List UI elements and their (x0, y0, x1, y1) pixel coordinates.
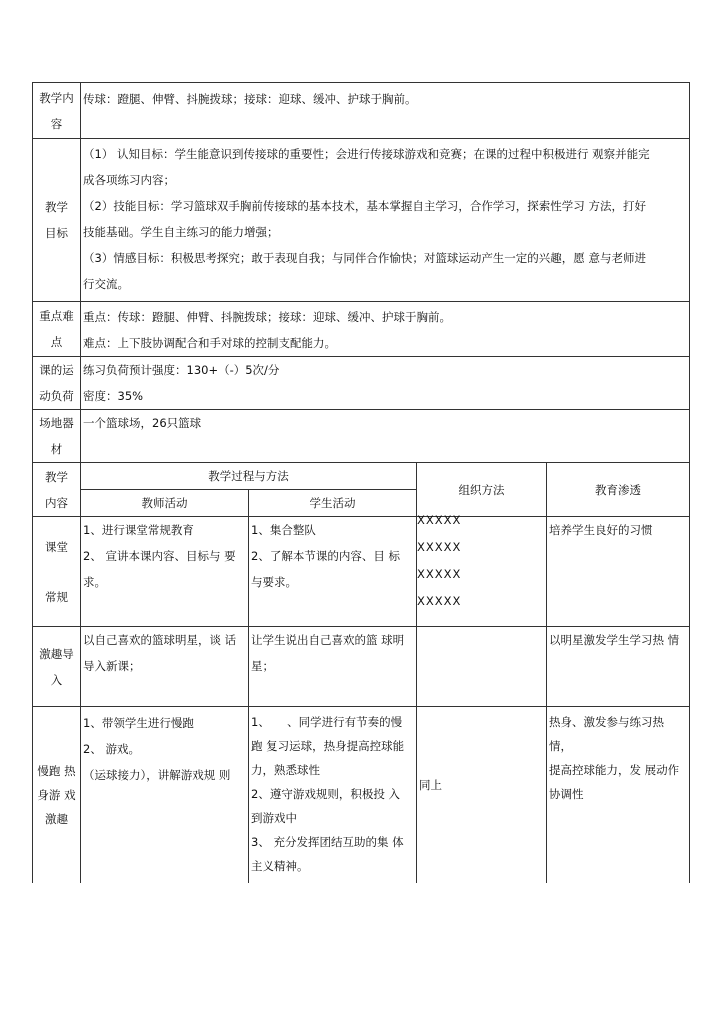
intro-student: 让学生说出自己喜欢的篮 球明 星； (249, 627, 417, 707)
process-method-header: 教学过程与方法 (81, 463, 417, 490)
intro-label: 激趣导 入 (33, 627, 81, 707)
student-activity-header: 学生活动 (249, 490, 417, 517)
routine-row (33, 517, 690, 627)
formation-row: XXXXX (417, 594, 462, 608)
routine-formation (417, 513, 547, 627)
lesson-info-table (32, 82, 690, 463)
objectives-text: （1） 认知目标：学生能意识到传接球的重要性；会进行传接球游戏和竞赛；在课的过程中积极进行 观察并能完 成各项练习内容； （2）技能目标：学习篮球双手胸前传接球的基本技术，基本掌握自主学习，合作学习，探索性学习 方法，打好 技能基础。学生自主练习的能力增强； （3）情感目标：积极思考探究；敢于表现自我；与同伴合作愉快；对篮球运动产生一定的兴趣，愿 意与老师进 行交流。 (81, 139, 690, 302)
routine-label: 课堂 常规 (33, 517, 81, 627)
warmup-label: 慢跑 热 身游 戏 激趣 (33, 707, 81, 883)
teacher-activity-header: 教师活动 (81, 490, 249, 517)
warmup-teacher: 1、带领学生进行慢跑 2、 游戏。 （运球接力），讲解游戏规 则 (81, 707, 249, 883)
warmup-student: 1、 、同学进行有节奏的慢 跑 复习运球，热身提高控球能 力，熟悉球性 2、遵守游戏规则，积极投 入 到游戏中 3、 充分发挥团结互助的集 体 主义精神。 (249, 707, 417, 883)
intro-organization (417, 627, 547, 707)
formation-row: XXXXX (417, 513, 462, 527)
routine-education: 培养学生良好的习惯 (547, 517, 690, 627)
venue-label: 场地器 材 (33, 410, 81, 463)
formation-row: XXXXX (417, 567, 462, 581)
objectives-row (33, 139, 690, 302)
education-header: 教育渗透 (547, 463, 690, 517)
routine-teacher: 1、进行课堂常规教育 2、 宣讲本课内容、目标与 要 求。 (81, 517, 249, 627)
organization-header: 组织方法 (417, 463, 547, 517)
content-text: 传球：蹬腿、伸臂、抖腕拨球；接球：迎球、缓冲、护球于胸前。 (81, 83, 690, 139)
objectives-label: 教学 目标 (33, 139, 81, 302)
key-points-row (33, 302, 690, 357)
load-label: 课的运 动负荷 (33, 357, 81, 410)
warmup-row (33, 707, 690, 883)
intro-teacher: 以自己喜欢的篮球明星，谈 话 导入新课； (81, 627, 249, 707)
key-points-label: 重点难 点 (33, 302, 81, 357)
formation-row: XXXXX (417, 540, 462, 554)
warmup-organization: 同上 (417, 707, 547, 883)
load-text: 练习负荷预计强度：130+（-）5次/分 密度：35% (81, 357, 690, 410)
key-points-text: 重点：传球：蹬腿、伸臂、抖腕拨球；接球：迎球、缓冲、护球于胸前。 难点：上下肢协调配合和手对球的控制支配能力。 (81, 302, 690, 357)
intro-education: 以明星激发学生学习热 情 (547, 627, 690, 707)
load-row (33, 357, 690, 410)
content-row (33, 83, 690, 139)
process-table (32, 462, 690, 883)
process-header-row (33, 463, 690, 490)
venue-row (33, 410, 690, 463)
venue-text: 一个篮球场，26只篮球 (81, 410, 690, 463)
lesson-plan-page (32, 82, 689, 883)
process-content-header: 教学 内容 (33, 463, 81, 517)
content-label: 教学内 容 (33, 83, 81, 139)
routine-student: 1、集合整队 2、了解本节课的内容、目 标 与要求。 (249, 517, 417, 627)
intro-row (33, 627, 690, 707)
warmup-education: 热身、激发参与练习热 情， 提高控球能力，发 展动作 协调性 (547, 707, 690, 883)
